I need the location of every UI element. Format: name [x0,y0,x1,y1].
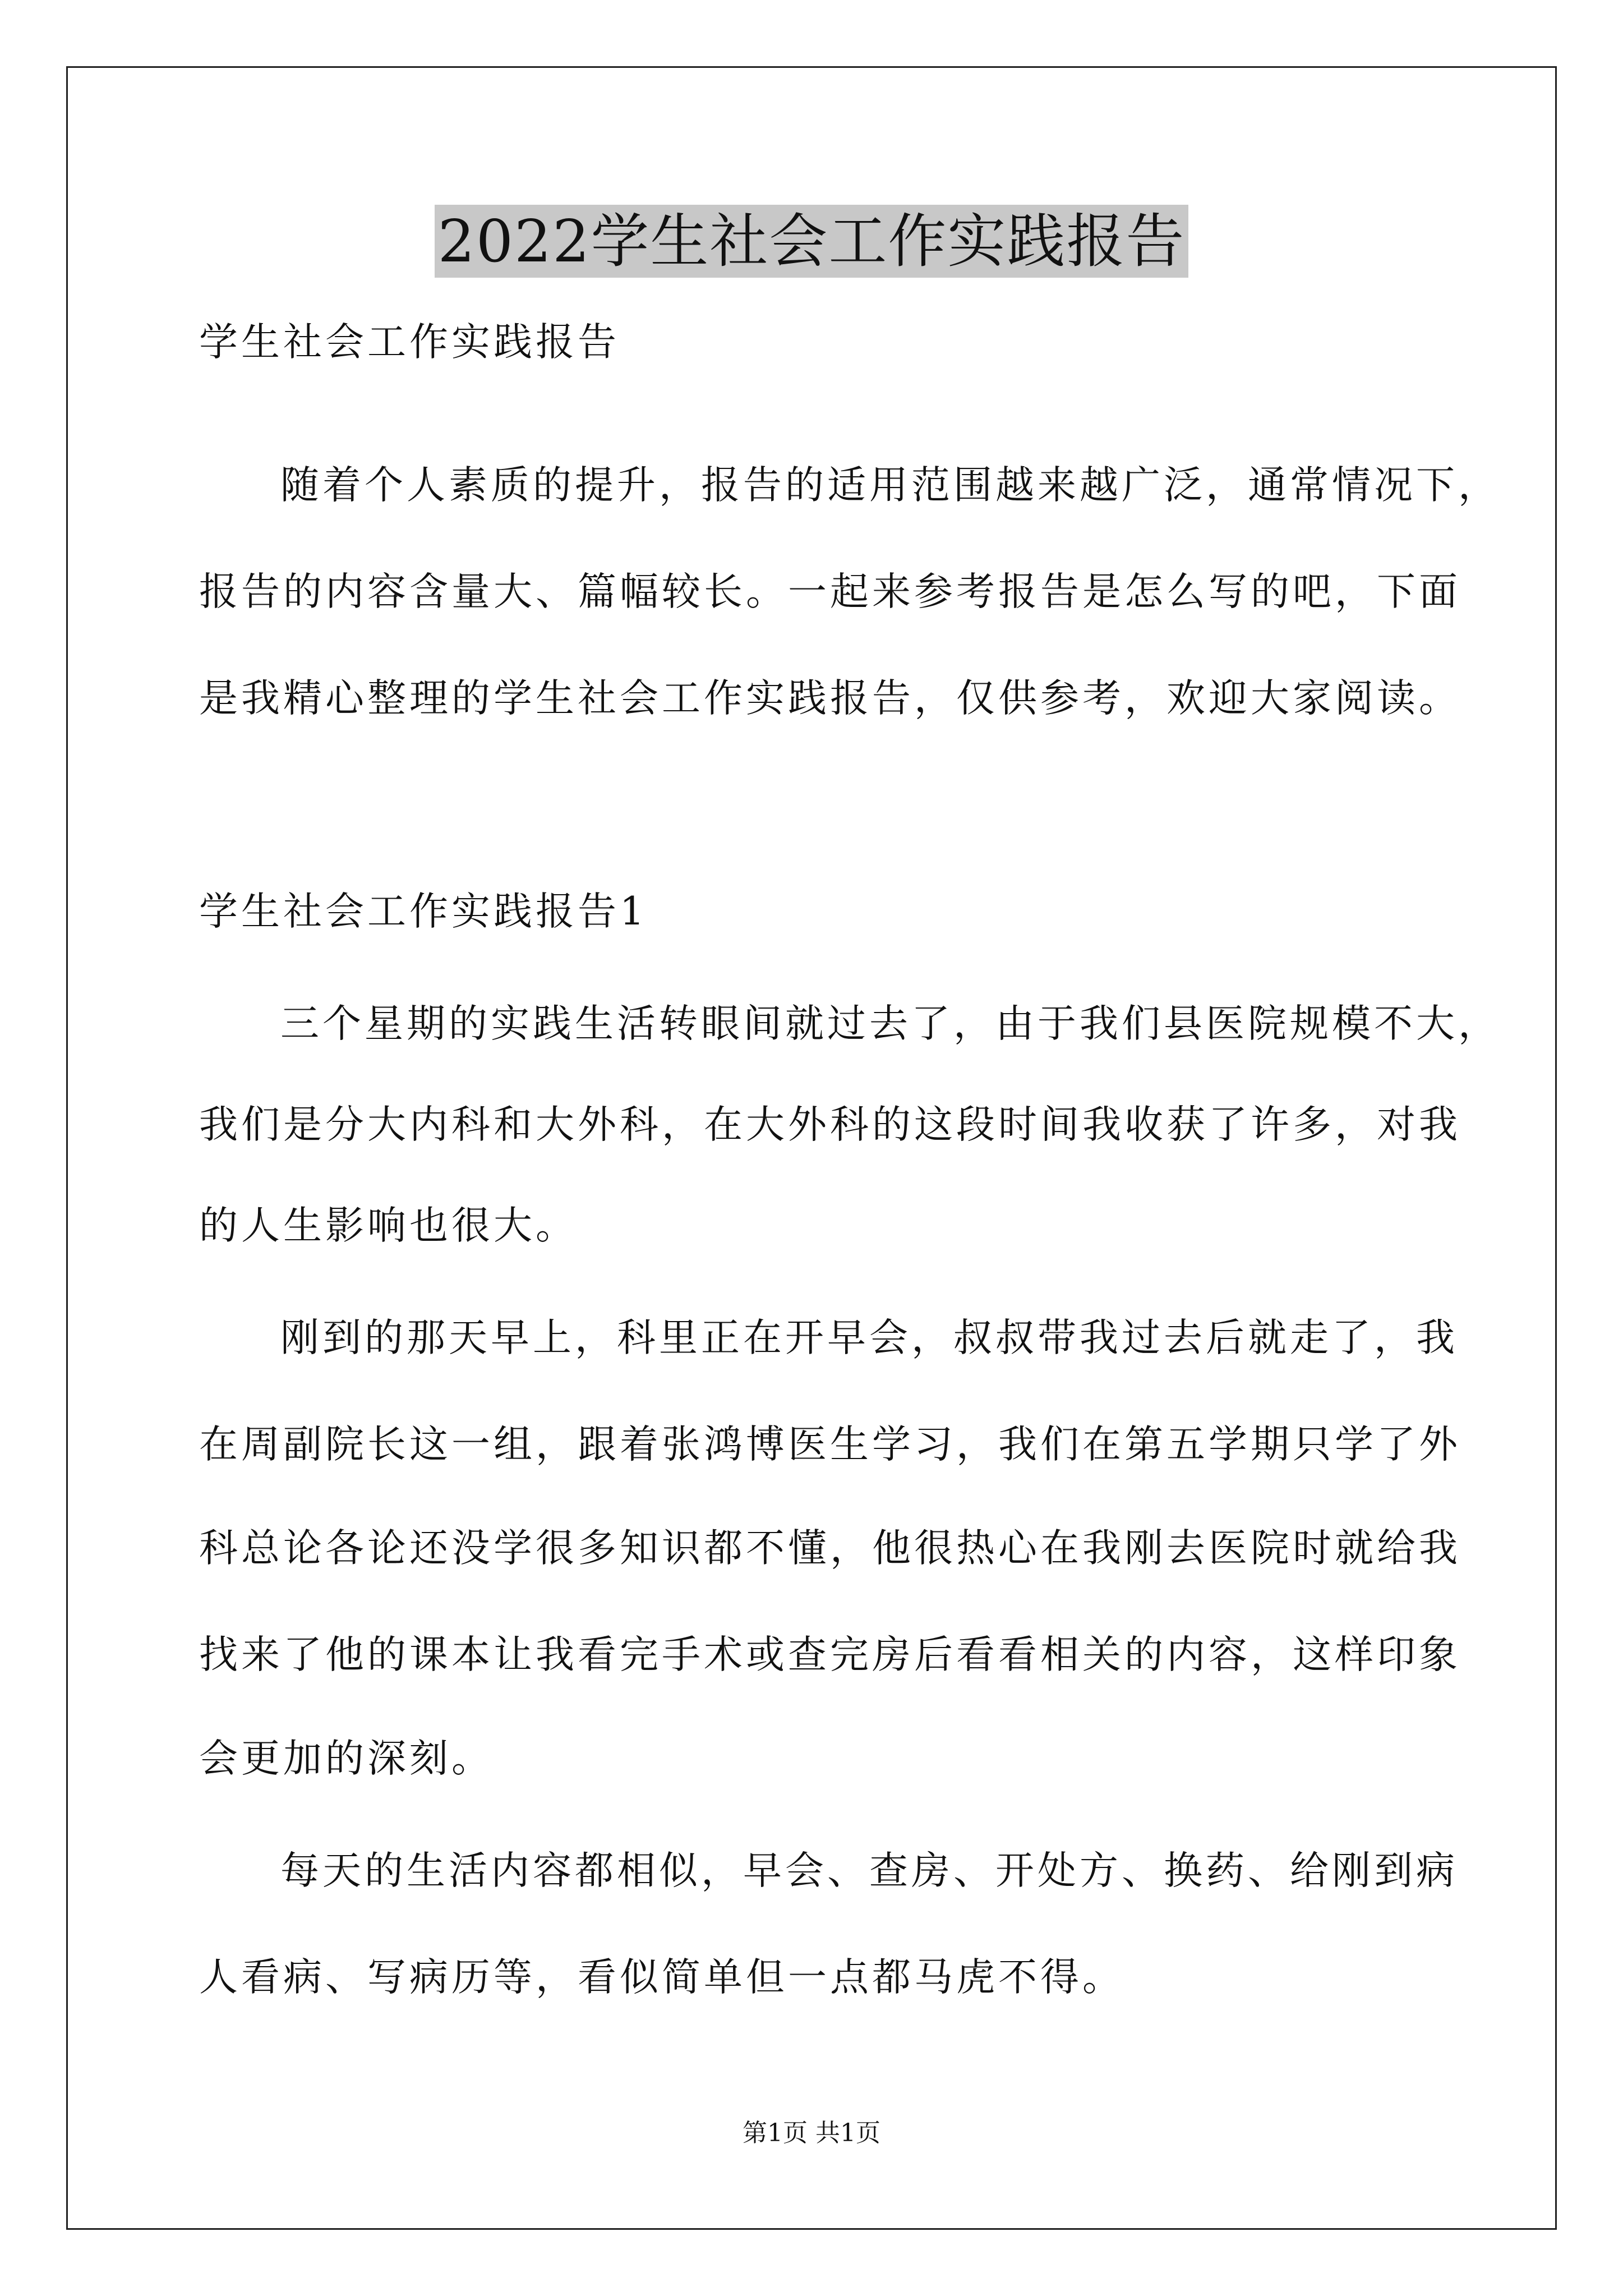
intro-heading: 学生社会工作实践报告 [199,320,620,365]
document-title [0,205,1623,278]
paragraph-line: 每天的生活内容都相似，早会、查房、开处方、换药、给刚到病 [280,1848,1458,1893]
title-text: 2022学生社会工作实践报告 [435,205,1189,278]
section-heading: 学生社会工作实践报告1 [199,889,648,934]
page-footer: 第1页 共1页 [743,2119,880,2147]
paragraph-line: 人看病、写病历等，看似简单但一点都马虎不得。 [199,1955,1124,2000]
paragraph-line: 找来了他的课本让我看完手术或查完房后看看相关的内容，这样印象 [199,1632,1461,1677]
paragraph-line: 的人生影响也很大。 [199,1203,578,1248]
paragraph-line: 在周副院长这一组，跟着张鸿博医生学习，我们在第五学期只学了外 [199,1422,1461,1467]
paragraph-line: 科总论各论还没学很多知识都不懂，他很热心在我刚去医院时就给我 [199,1526,1461,1571]
paragraph-line: 随着个人素质的提升，报告的适用范围越来越广泛，通常情况下， [280,463,1500,508]
paragraph-line: 是我精心整理的学生社会工作实践报告，仅供参考，欢迎大家阅读。 [199,676,1461,721]
paragraph-line: 我们是分大内科和大外科，在大外科的这段时间我收获了许多，对我 [199,1102,1461,1147]
paragraph-line: 报告的内容含量大、篇幅较长。一起来参考报告是怎么写的吧，下面 [199,569,1461,614]
paragraph-line: 三个星期的实践生活转眼间就过去了，由于我们县医院规模不大， [280,1001,1500,1046]
paragraph-line: 会更加的深刻。 [199,1736,494,1781]
paragraph-line: 刚到的那天早上，科里正在开早会，叔叔带我过去后就走了，我 [280,1315,1458,1360]
